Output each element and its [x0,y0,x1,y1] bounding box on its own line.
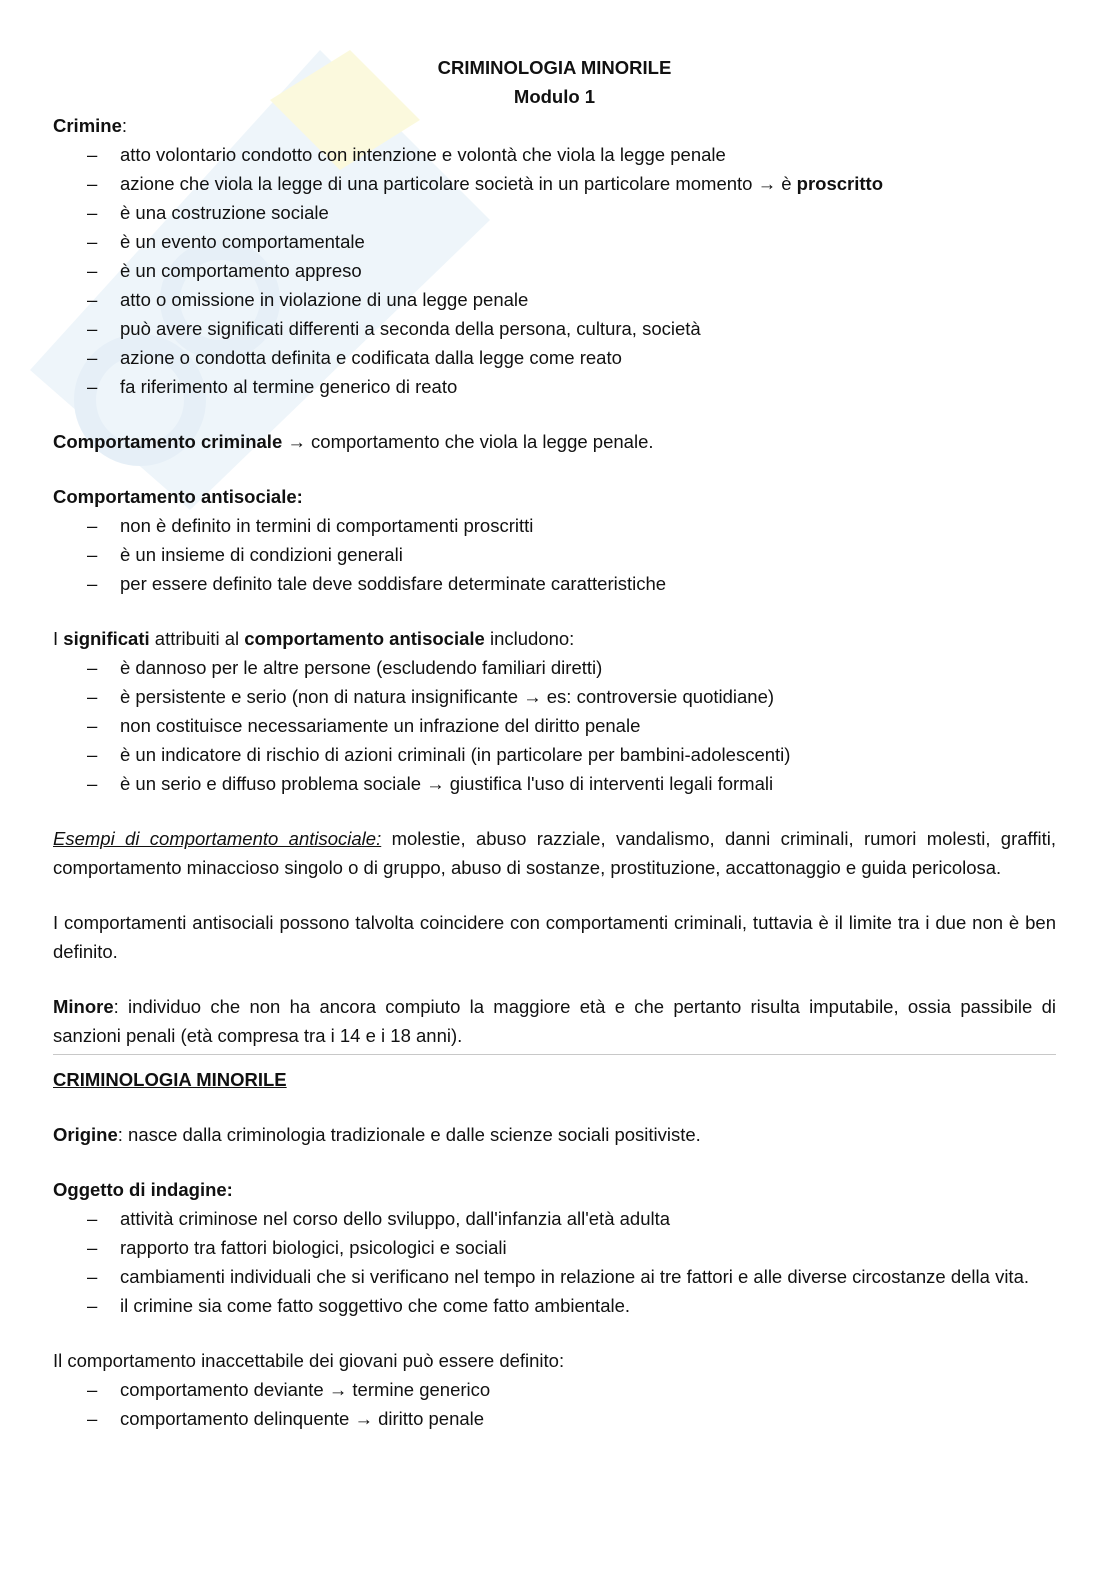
dash-bullet: – [87,231,98,252]
list-item [53,511,1056,540]
list-item [53,169,1056,198]
bold-run: comportamento antisociale [244,628,485,649]
origine-paragraph [53,1120,1056,1149]
list-item [53,343,1056,372]
dash-bullet: – [87,1266,98,1287]
esempi-text: molestie, abuso razziale, vandalismo, danni criminali, rumori molesti, graffiti, comportamento minaccioso singolo o di gruppo, abuso di sostanze, prostituzione, accattonaggio e guida pericolosa. [53,828,1056,878]
criminale-text: → comportamento che viola la legge penale. [282,431,654,452]
antisociale-list [53,511,1056,598]
dash-bullet: – [87,202,98,223]
list-item [53,540,1056,569]
esempi-paragraph [53,824,1056,882]
list-item-text: azione che viola la legge di una particolare società in un particolare momento → è [120,173,797,194]
dash-bullet: – [87,144,98,165]
list-item [53,711,1056,740]
list-item-text: atto o omissione in violazione di una legge penale [120,289,529,310]
oggetto-heading [53,1175,1056,1204]
list-item-text: comportamento delinquente → diritto penale [120,1408,485,1429]
list-item [53,140,1056,169]
crimine-heading: Crimine: [53,115,128,136]
dash-bullet: – [87,1408,98,1429]
dash-bullet: – [87,715,98,736]
dash-bullet: – [87,573,98,594]
list-item-text: il crimine sia come fatto soggettivo che come fatto ambientale. [120,1295,631,1316]
section2-title [53,1065,1056,1094]
list-item-text: è un serio e diffuso problema sociale → giustifica l'uso di interventi legali formali [120,773,774,794]
list-item-text: cambiamenti individuali che si verificano nel tempo in relazione ai tre fattori e alle diverse circostanze della vita. [120,1266,1030,1287]
list-item [53,1375,1056,1404]
list-item [53,1233,1056,1262]
page-subtitle: Modulo 1 [513,86,596,107]
list-item-text: atto volontario condotto con intenzione e volontà che viola la legge penale [120,144,726,165]
crimine-list [53,140,1056,401]
list-item [53,682,1056,711]
minore-label: Minore [53,996,114,1017]
list-item [53,569,1056,598]
dash-bullet: – [87,173,98,194]
list-item-bold: proscritto [796,173,884,194]
list-item [53,740,1056,769]
minore-text: : individuo che non ha ancora compiuto la maggiore età e che pertanto risulta imputabile, ossia passibile di sanzioni penali (età compresa tra i 14 e i 18 anni). [53,996,1056,1046]
criminale-label: Comportamento criminale [53,431,283,452]
coincidenza-paragraph: I comportamenti antisociali possono talvolta coincidere con comportamenti criminali, tuttavia è il limite tra i due non è ben definito. [53,912,1056,962]
oggetto-list [53,1204,1056,1320]
list-item-text: è un indicatore di rischio di azioni criminali (in particolare per bambini-adolescenti) [120,744,791,765]
list-item-text: è una costruzione sociale [120,202,329,223]
section2-title-text: CRIMINOLOGIA MINORILE [53,1069,287,1090]
list-item [53,256,1056,285]
dash-bullet: – [87,347,98,368]
dash-bullet: – [87,376,98,397]
list-item-text: è un evento comportamentale [120,231,365,252]
list-item-text: è un insieme di condizioni generali [120,544,403,565]
list-item [53,1404,1056,1433]
list-item-text: azione o condotta definita e codificata dalla legge come reato [120,347,622,368]
dash-bullet: – [87,544,98,565]
dash-bullet: – [87,289,98,310]
list-item [53,769,1056,798]
document-page [53,53,1056,1433]
dash-bullet: – [87,1237,98,1258]
dash-bullet: – [87,773,98,794]
list-item [53,198,1056,227]
significati-intro [53,624,1056,653]
list-item-text: è un comportamento appreso [120,260,362,281]
significati-list [53,653,1056,798]
text-run: attribuiti al [149,628,245,649]
list-item [53,1291,1056,1320]
list-item-text: attività criminose nel corso dello sviluppo, dall'infanzia all'età adulta [120,1208,671,1229]
oggetto-label: Oggetto di indagine: [53,1179,233,1200]
inaccettabile-list [53,1375,1056,1433]
bold-run: significati [63,628,150,649]
dash-bullet: – [87,260,98,281]
list-item-text: può avere significati differenti a seconda della persona, cultura, società [120,318,701,339]
list-item [53,653,1056,682]
origine-label: Origine [53,1124,118,1145]
dash-bullet: – [87,515,98,536]
text-run: I [53,628,64,649]
antisociale-heading [53,482,1056,511]
list-item-text: fa riferimento al termine generico di reato [120,376,458,397]
list-item [53,1204,1056,1233]
dash-bullet: – [87,1208,98,1229]
dash-bullet: – [87,1379,98,1400]
page-title: CRIMINOLOGIA MINORILE [437,57,672,78]
list-item-text: comportamento deviante → termine generico [120,1379,491,1400]
list-item-text: è dannoso per le altre persone (escludendo familiari diretti) [120,657,603,678]
criminale-paragraph [53,427,1056,456]
list-item-text: per essere definito tale deve soddisfare determinate caratteristiche [120,573,667,594]
list-item-text: rapporto tra fattori biologici, psicologici e sociali [120,1237,507,1258]
dash-bullet: – [87,1295,98,1316]
list-item [53,314,1056,343]
list-item [53,1262,1056,1291]
dash-bullet: – [87,744,98,765]
text-run: includono: [484,628,575,649]
list-item [53,285,1056,314]
list-item [53,227,1056,256]
origine-text: : nasce dalla criminologia tradizionale e dalle scienze sociali positiviste. [117,1124,701,1145]
crimine-label: Crimine [53,115,122,136]
list-item-text: non costituisce necessariamente un infrazione del diritto penale [120,715,641,736]
minore-paragraph [53,992,1056,1050]
list-item-text: non è definito in termini di comportamenti proscritti [120,515,534,536]
dash-bullet: – [87,318,98,339]
esempi-label: Esempi di comportamento antisociale: [53,828,382,849]
list-item [53,372,1056,401]
list-item-text: è persistente e serio (non di natura insignificante → es: controversie quotidiane) [120,686,775,707]
section-divider [53,1054,1056,1055]
dash-bullet: – [87,657,98,678]
antisociale-label: Comportamento antisociale: [53,486,303,507]
inaccettabile-intro: Il comportamento inaccettabile dei giovani può essere definito: [53,1350,565,1371]
dash-bullet: – [87,686,98,707]
